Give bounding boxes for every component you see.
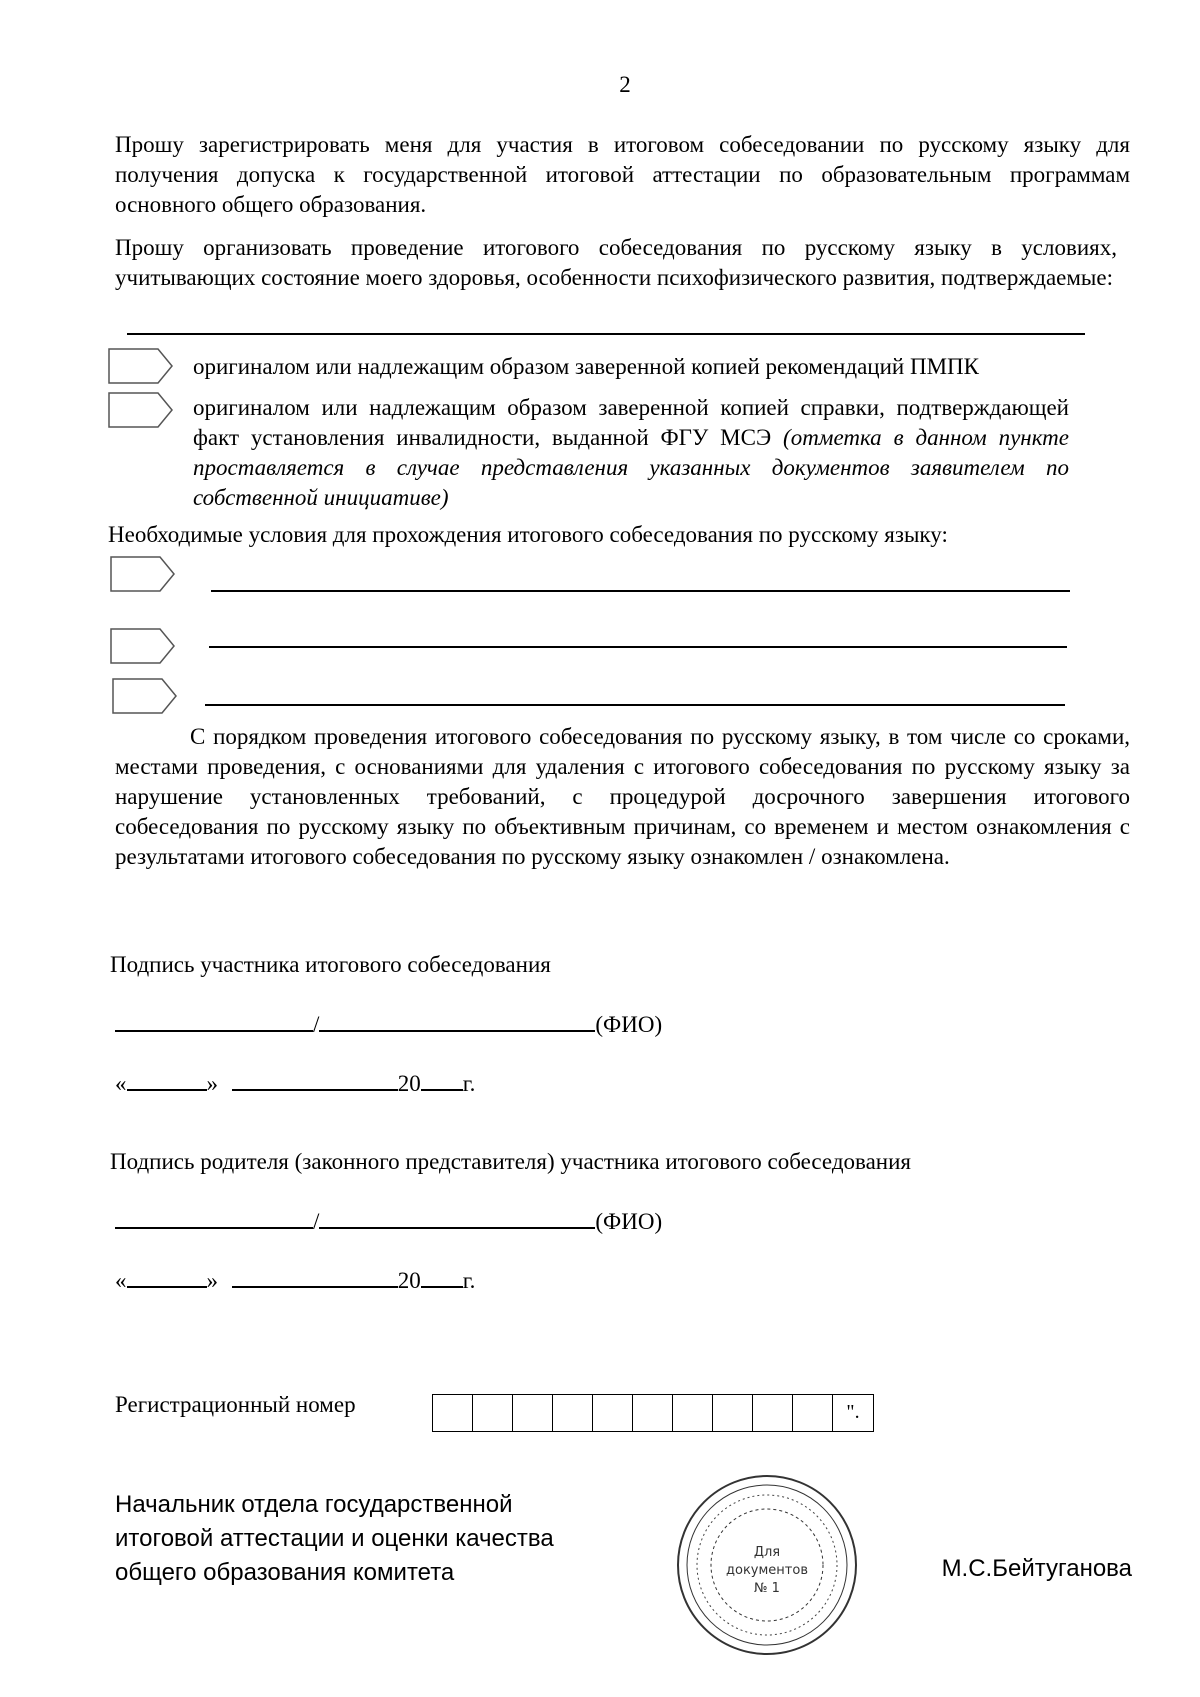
blank-line-confirmation[interactable] (127, 333, 1085, 335)
condition-line-2[interactable] (209, 646, 1067, 648)
condition-line-1[interactable] (211, 590, 1070, 592)
acknowledgement-paragraph: С порядком проведения итогового собеседования по русскому языку, в том числе со сроками, местами проведения, с основаниями для удаления с итогового собеседования по русскому языку за нарушение установленных требований, с процедурой досрочного завершения итогового собеседования по русскому языку по объективным причинам, со временем и местом ознакомления с результатами итогового собеседования по русскому языку ознакомлен / ознакомлена. (115, 724, 1130, 869)
page-number: 2 (619, 72, 631, 97)
reg-number-trailing-cell: ". (846, 1401, 860, 1423)
checkbox-pmpk[interactable] (108, 348, 174, 384)
date-open-quote: « (115, 1071, 127, 1096)
parent-fio-field[interactable] (319, 1205, 595, 1229)
checkbox-disability-certificate[interactable] (108, 392, 174, 428)
option-disability-block (193, 393, 1069, 513)
registration-number-grid (432, 1394, 874, 1432)
participant-month-field[interactable] (232, 1067, 398, 1091)
participant-signature-label: Подпись участника итогового собеседования (110, 952, 551, 977)
participant-year-field[interactable] (421, 1067, 463, 1091)
year-prefix: 20 (397, 1071, 421, 1096)
reg-number-cell[interactable] (793, 1395, 833, 1431)
year-prefix: 20 (397, 1268, 421, 1293)
signatory-position-line-3: общего образования комитета (115, 1559, 455, 1586)
svg-text:Для: Для (753, 1545, 781, 1560)
organize-request-text: Прошу организовать проведение итогового собеседования по русскому языку в условиях, учитывающих состояние моего здоровья, особенности психофизического развития, подтверждаемые: (115, 235, 1117, 290)
participant-date-row (115, 1067, 475, 1099)
option-pmpk-label: оригиналом или надлежащим образом заверенной копией рекомендаций ПМПК (193, 354, 979, 379)
signatory-position-line-1: Начальник отдела государственной (115, 1491, 513, 1518)
parent-signature-label: Подпись родителя (законного представителя) участника итогового собеседования (110, 1149, 911, 1174)
checkbox-condition-2[interactable] (110, 628, 176, 664)
checkbox-condition-1[interactable] (110, 556, 176, 592)
organize-request-paragraph (115, 233, 1117, 293)
date-close-quote: » (206, 1268, 218, 1293)
date-open-quote: « (115, 1268, 127, 1293)
official-stamp-seal (672, 1470, 862, 1660)
signatory-position-line-2: итоговой аттестации и оценки качества (115, 1525, 554, 1552)
reg-number-cell[interactable] (473, 1395, 513, 1431)
registration-request-paragraph (115, 130, 1130, 220)
svg-text:№ 1: № 1 (754, 1581, 780, 1596)
parent-year-field[interactable] (421, 1264, 463, 1288)
parent-signature-row (115, 1205, 662, 1237)
participant-signature-field[interactable] (115, 1008, 313, 1032)
reg-number-cell[interactable] (673, 1395, 713, 1431)
option-disability-note: (отметка в данном пункте проставляется в случае представления указанных документов заявителем по собственной инициативе) (193, 425, 1069, 510)
year-suffix: г. (462, 1268, 476, 1293)
reg-number-cell[interactable] (513, 1395, 553, 1431)
reg-number-cell[interactable] (593, 1395, 633, 1431)
parent-date-row (115, 1264, 475, 1296)
signature-slash: / (313, 1012, 320, 1037)
parent-month-field[interactable] (232, 1264, 398, 1288)
registration-request-text: Прошу зарегистрировать меня для участия в итоговом собеседовании по русскому языку для получения допуска к государственной итоговой аттестации по образовательным программам основного общего образования. (115, 132, 1130, 217)
registration-number-label: Регистрационный номер (115, 1392, 356, 1417)
conditions-title: Необходимые условия для прохождения итогового собеседования по русскому языку: (108, 522, 948, 547)
reg-number-cell[interactable] (553, 1395, 593, 1431)
participant-signature-row (115, 1008, 662, 1040)
signature-slash: / (313, 1209, 320, 1234)
parent-day-field[interactable] (127, 1264, 207, 1288)
reg-number-cell[interactable] (713, 1395, 753, 1431)
parent-signature-field[interactable] (115, 1205, 313, 1229)
signatory-name: М.С.Бейтуганова (941, 1555, 1132, 1582)
reg-number-cell[interactable] (753, 1395, 793, 1431)
checkbox-condition-3[interactable] (112, 678, 178, 714)
fio-label: (ФИО) (595, 1012, 663, 1037)
fio-label: (ФИО) (595, 1209, 663, 1234)
reg-number-cell[interactable] (433, 1395, 473, 1431)
participant-fio-field[interactable] (319, 1008, 595, 1032)
option-disability-label: оригиналом или надлежащим образом заверенной копией справки, подтверждающей факт установления инвалидности, выданной ФГУ МСЭ (193, 395, 1069, 450)
reg-number-cell[interactable] (633, 1395, 673, 1431)
condition-line-3[interactable] (205, 704, 1065, 706)
svg-text:документов: документов (726, 1563, 808, 1578)
signatory-position (115, 1488, 554, 1590)
year-suffix: г. (462, 1071, 476, 1096)
date-close-quote: » (206, 1071, 218, 1096)
participant-day-field[interactable] (127, 1067, 207, 1091)
